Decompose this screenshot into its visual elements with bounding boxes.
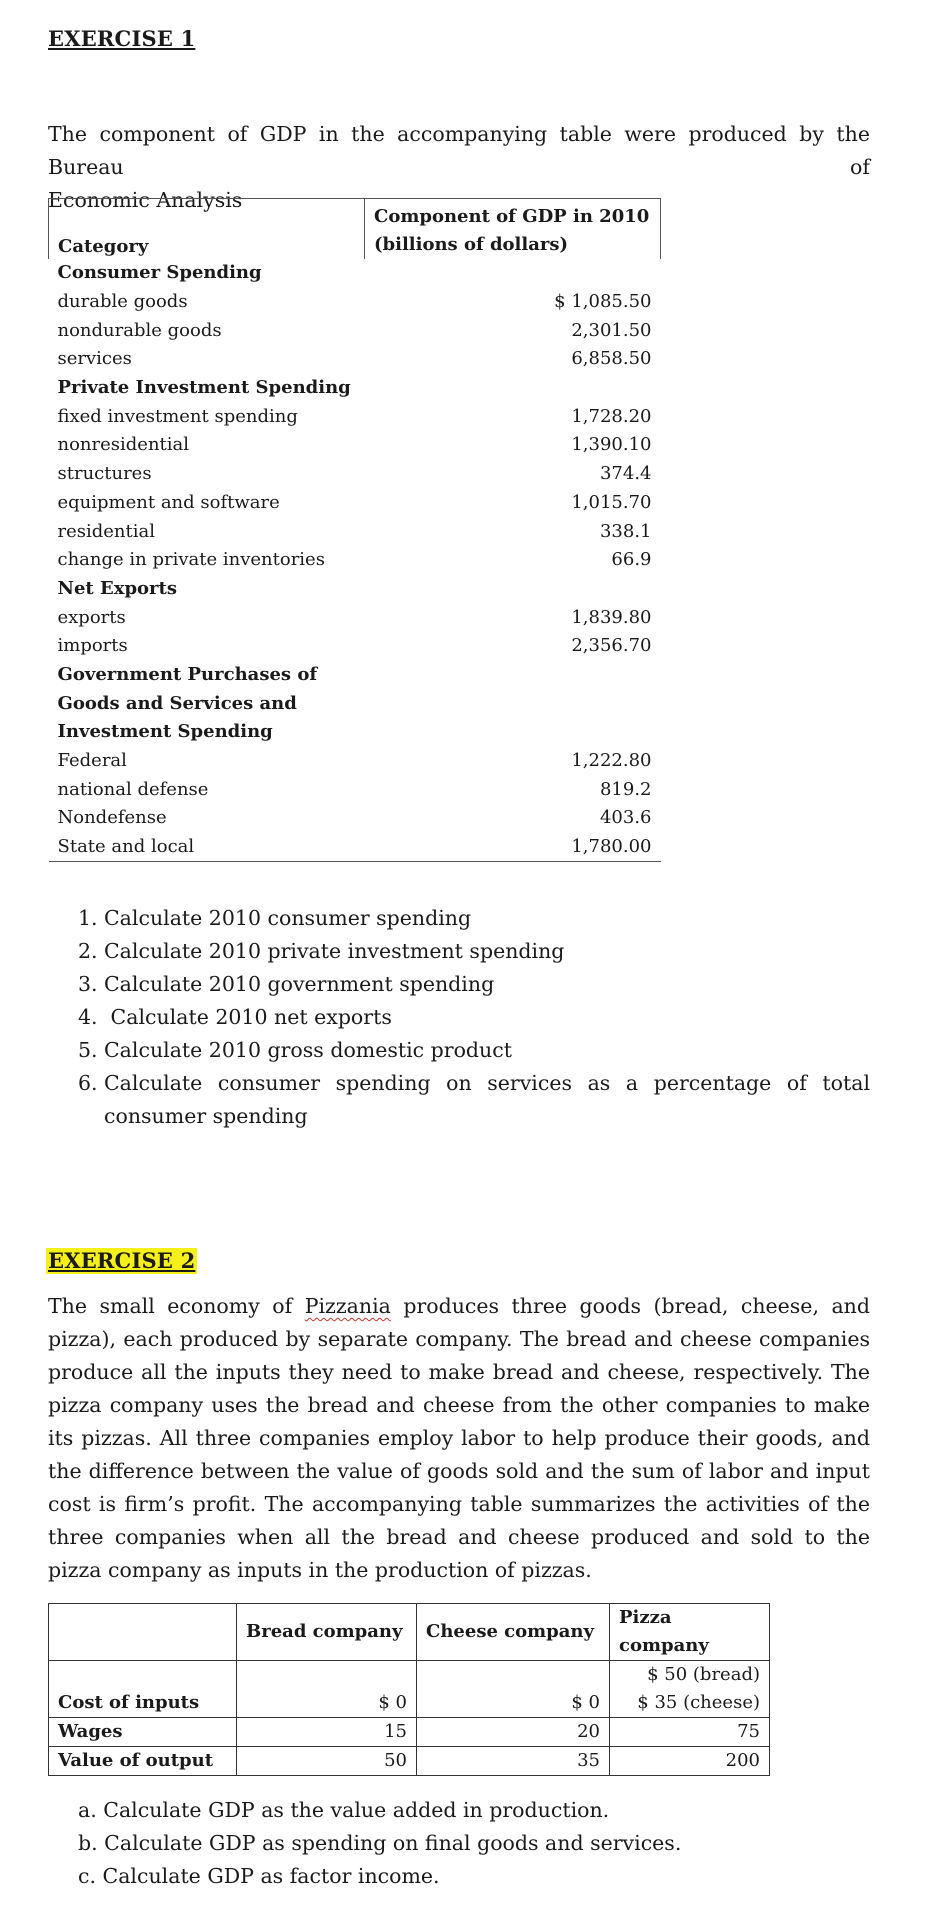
gdp-table-row	[49, 661, 661, 690]
gdp-table-row	[49, 489, 661, 518]
gdp-table-row	[49, 689, 661, 718]
gdp-table-row	[49, 833, 661, 862]
gdp-header-value	[365, 199, 661, 260]
exercise-1-question	[78, 968, 870, 1001]
gdp-header-category: Category	[49, 199, 365, 260]
pizzania-header-blank	[49, 1604, 237, 1661]
question-text: Calculate consumer spending on services as a percentage of total consumer spending	[104, 1071, 877, 1128]
gdp-row-category: Consumer Spending	[57, 262, 262, 284]
gdp-row-value	[365, 689, 661, 718]
gdp-row-value: 1,390.10	[571, 434, 652, 456]
exercise-1-questions	[78, 902, 877, 1133]
intro-line-2: Economic Analysis	[48, 188, 243, 212]
gdp-table-row	[49, 345, 661, 374]
exercise-2-question: b. Calculate GDP as spending on final goods and services.	[78, 1831, 682, 1855]
pizzania-row-wages	[49, 1718, 770, 1747]
wages-label: Wages	[49, 1718, 237, 1747]
gdp-row-value: 1,839.80	[571, 606, 652, 628]
exercise-1-question	[78, 1001, 870, 1034]
gdp-row-category: Goods and Services and	[57, 692, 297, 714]
gdp-table-row	[49, 288, 661, 317]
value-of-output-label: Value of output	[49, 1747, 237, 1776]
question-text: Calculate 2010 government spending	[104, 972, 495, 996]
exercise-1-question	[78, 935, 870, 968]
pizzania-header-row	[49, 1604, 770, 1661]
question-number: 3.	[78, 972, 98, 996]
gdp-row-value	[365, 374, 661, 403]
gdp-row-value: 338.1	[599, 520, 652, 542]
exercise-1-question	[78, 902, 870, 935]
gdp-table-row	[49, 316, 661, 345]
gdp-row-category: State and local	[49, 833, 365, 862]
intro-line-1: The component of GDP in the accompanying table were produced by the Bureau of	[48, 122, 870, 179]
gdp-table-row	[49, 603, 661, 632]
gdp-row-category: Nondefense	[57, 807, 167, 829]
exercise-1-question	[78, 1034, 870, 1067]
cost-of-inputs-cheese: $ 0	[417, 1661, 610, 1718]
question-text: Calculate 2010 consumer spending	[104, 906, 472, 930]
gdp-row-value: 819.2	[599, 778, 652, 800]
pizzania-header-bread: Bread company	[237, 1604, 417, 1661]
gdp-table-row	[49, 747, 661, 776]
gdp-row-category: change in private inventories	[57, 549, 325, 571]
gdp-row-value: 2,301.50	[571, 319, 652, 341]
exercise-2-intro	[48, 1290, 870, 1587]
exercise-2-heading: EXERCISE 2	[48, 1248, 196, 1273]
question-text: Calculate 2010 net exports	[104, 1005, 392, 1029]
gdp-row-category: equipment and software	[57, 491, 280, 513]
gdp-row-value: 1,728.20	[571, 405, 652, 427]
gdp-table-row	[49, 259, 661, 288]
question-number: 4.	[78, 1005, 98, 1029]
gdp-header-value-line1: Component of GDP in 2010	[374, 206, 650, 227]
gdp-table-row	[49, 775, 661, 804]
cost-of-inputs-pizza-cheese: $ 35 (cheese)	[637, 1692, 760, 1713]
cost-of-inputs-pizza	[610, 1661, 770, 1718]
wages-bread: 15	[237, 1718, 417, 1747]
exercise-1-heading: EXERCISE 1	[48, 26, 196, 51]
gdp-components-table	[48, 198, 661, 862]
gdp-row-value	[365, 718, 661, 747]
gdp-table-row	[49, 431, 661, 460]
gdp-row-value: 374.4	[599, 463, 652, 485]
gdp-table-row	[49, 517, 661, 546]
pizzania-row-cost-of-inputs	[49, 1661, 770, 1718]
gdp-row-category: Investment Spending	[57, 721, 273, 743]
pizzania-row-value-of-output	[49, 1747, 770, 1776]
gdp-row-value: 2,356.70	[571, 635, 652, 657]
gdp-table-header-row	[49, 199, 661, 260]
gdp-row-category: exports	[57, 606, 126, 628]
pizzania-header-pizza: Pizza company	[610, 1604, 770, 1661]
gdp-row-category: durable goods	[57, 291, 188, 313]
question-text: Calculate 2010 private investment spending	[104, 939, 565, 963]
question-text: Calculate 2010 gross domestic product	[104, 1038, 512, 1062]
gdp-row-value: 66.9	[611, 549, 652, 571]
gdp-row-value: $ 1,085.50	[554, 291, 652, 313]
pizzania-header-cheese: Cheese company	[417, 1604, 610, 1661]
gdp-row-category: structures	[57, 463, 152, 485]
gdp-row-category: Government Purchases of	[57, 663, 318, 685]
gdp-table-body	[49, 259, 661, 862]
gdp-row-value	[365, 575, 661, 604]
gdp-row-value: 1,780.00	[365, 833, 661, 862]
cost-of-inputs-label: Cost of inputs	[49, 1661, 237, 1718]
exercise-1-question	[78, 1067, 877, 1133]
pizzania-table	[48, 1603, 770, 1776]
gdp-table-row	[49, 460, 661, 489]
question-number: 5.	[78, 1038, 98, 1062]
exercise-2-question: c. Calculate GDP as factor income.	[78, 1864, 440, 1888]
gdp-row-value: 1,015.70	[571, 491, 652, 513]
wages-pizza: 75	[610, 1718, 770, 1747]
gdp-row-category: imports	[57, 635, 128, 657]
exercise-2-question: a. Calculate GDP as the value added in production.	[78, 1798, 610, 1822]
intro-text-pre: The small economy of	[48, 1294, 305, 1318]
gdp-row-category: fixed investment spending	[57, 405, 298, 427]
gdp-row-value: 403.6	[599, 807, 652, 829]
question-number: 6.	[78, 1071, 98, 1095]
gdp-table-row	[49, 374, 661, 403]
gdp-row-category: nonresidential	[57, 434, 190, 456]
intro-text-post: produces three goods (bread, cheese, and pizza), each produced by separate company. The bread and cheese companies produce all the inputs they need to make bread and cheese, respectively. The pizza company uses the bread and cheese from the other companies to make its pizzas. All three companies employ labor to help produce their goods, and the difference between the value of goods sold and the sum of labor and input cost is firm’s profit. The accompanying table summarizes the activities of the three companies when all the bread and cheese produced and sold to the pizza company as inputs in the production of pizzas.	[48, 1294, 870, 1582]
gdp-row-value	[365, 259, 661, 288]
gdp-row-category: Private Investment Spending	[57, 377, 351, 399]
gdp-table-row	[49, 402, 661, 431]
wages-cheese: 20	[417, 1718, 610, 1747]
gdp-header-value-line2: (billions of dollars)	[374, 234, 569, 255]
gdp-table-row	[49, 632, 661, 661]
value-of-output-cheese: 35	[417, 1747, 610, 1776]
gdp-row-category: national defense	[57, 778, 209, 800]
value-of-output-bread: 50	[237, 1747, 417, 1776]
cost-of-inputs-bread: $ 0	[237, 1661, 417, 1718]
gdp-table-row	[49, 804, 661, 833]
pizzania-word: Pizzania	[304, 1294, 391, 1318]
exercise-2-questions	[78, 1794, 870, 1893]
gdp-row-value	[365, 661, 661, 690]
gdp-row-category: services	[57, 348, 132, 370]
gdp-row-category: nondurable goods	[57, 319, 222, 341]
gdp-row-category: Net Exports	[57, 577, 177, 599]
question-number: 2.	[78, 939, 98, 963]
question-number: 1.	[78, 906, 98, 930]
gdp-row-value: 1,222.80	[571, 750, 652, 772]
value-of-output-pizza: 200	[610, 1747, 770, 1776]
gdp-row-category: residential	[57, 520, 155, 542]
gdp-table-row	[49, 718, 661, 747]
gdp-row-value: 6,858.50	[571, 348, 652, 370]
gdp-table-row	[49, 575, 661, 604]
gdp-row-category: Federal	[57, 750, 127, 772]
cost-of-inputs-pizza-bread: $ 50 (bread)	[647, 1664, 760, 1685]
gdp-table-row	[49, 546, 661, 575]
